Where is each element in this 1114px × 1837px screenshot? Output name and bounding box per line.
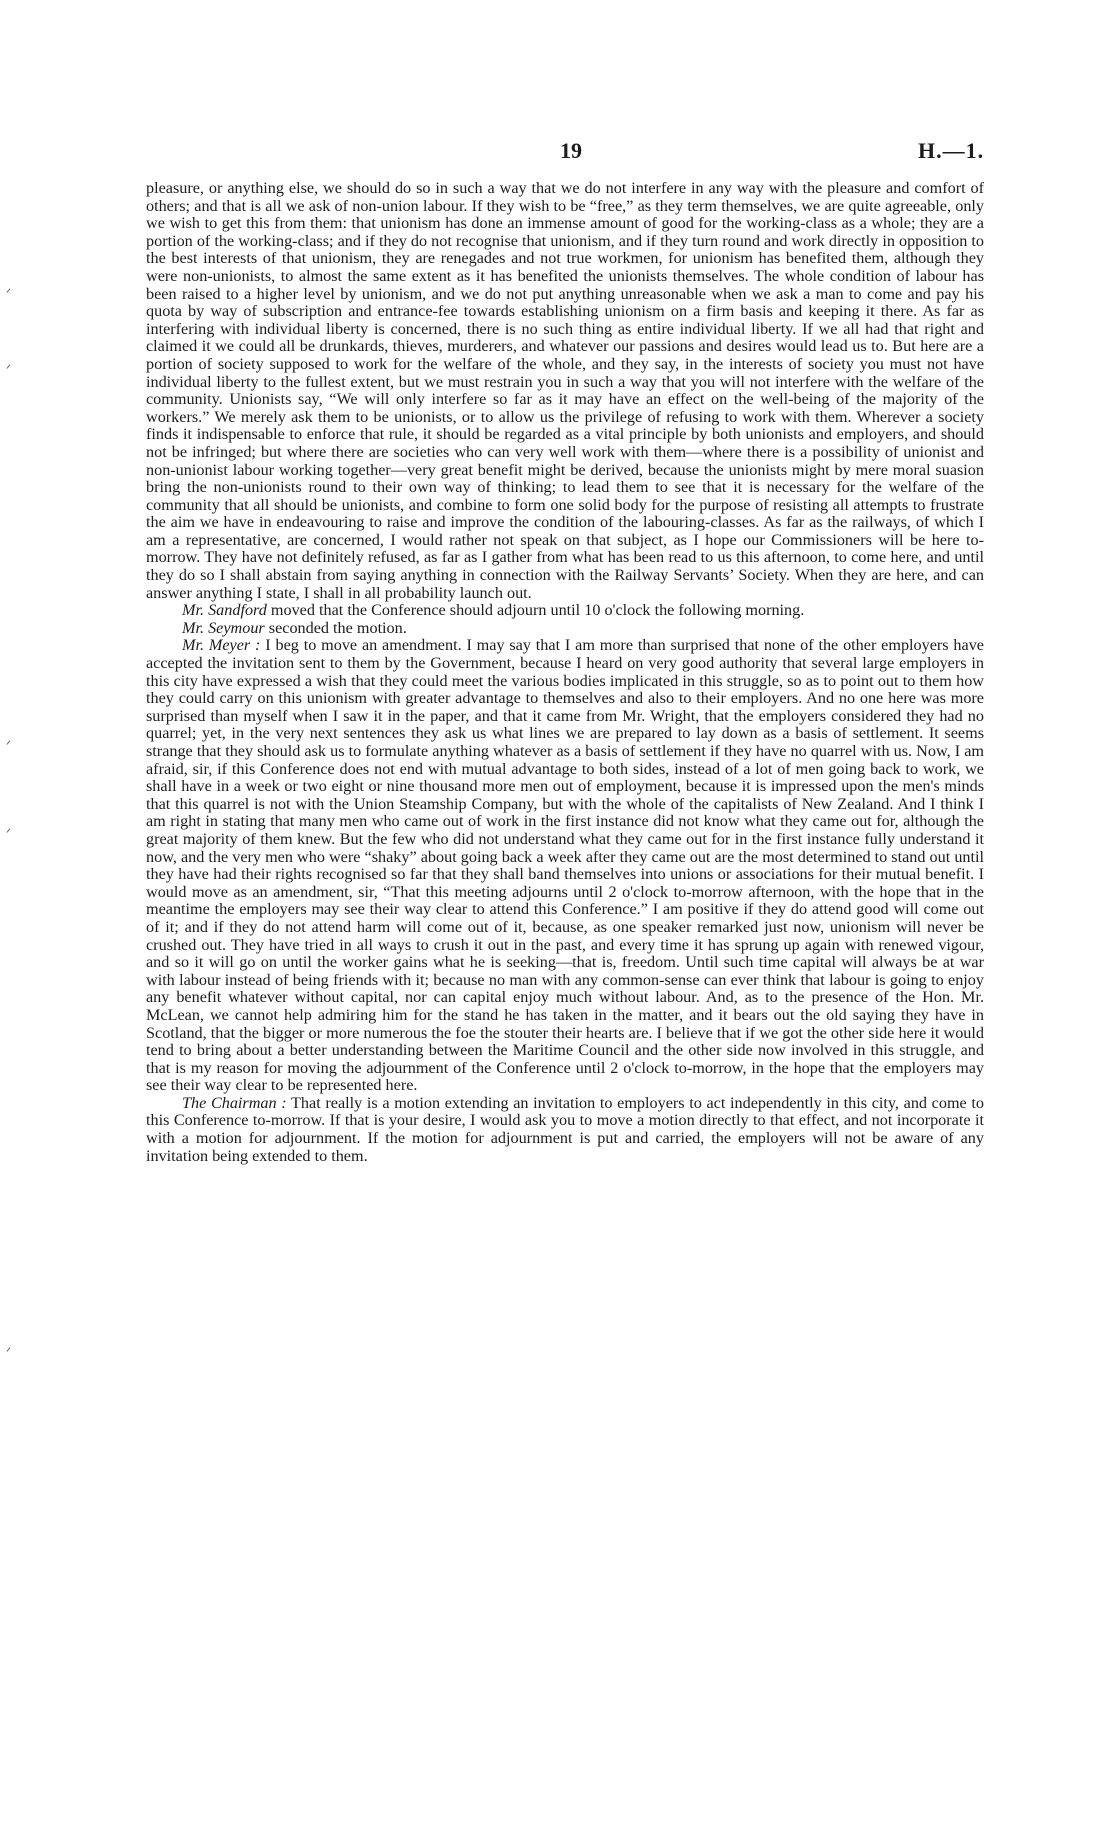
paragraph [146,620,984,638]
paragraph [146,637,984,1094]
speaker-name: The Chairman : [182,1093,287,1112]
speaker-name: Mr. Sandford [182,601,267,620]
paragraph-text: That really is a motion extending an invitation to employers to act independently in this city, and come to this Conference to-morrow. If that is your desire, I would ask you to move a motion directly to that effect, and not incorporate it with a motion for adjournment. If the motion for adjournment is put and carried, the employers will not be aware of any invitation being extended to them. [146,1093,984,1165]
margin-mark: ᐟ [6,738,12,752]
page-header [0,138,1114,168]
paragraph [146,602,984,620]
margin-mark: ᐟ [6,826,12,840]
speaker-name: Mr. Meyer : [182,636,261,655]
paragraph-text: seconded the motion. [268,618,407,637]
paragraph-text: moved that the Conference should adjourn until 10 o'clock the following morning. [270,601,805,620]
paragraph-text: I beg to move an amendment. I may say that I am more than surprised that none of the other employers have accepted the invitation sent to them by the Government, because I heard on very good authority that several large employers in this city have expressed a wish that they could meet the various bodies implicated in this struggle, so as to point out to them how they could carry on this unionism with greater advantage to themselves and also to their employers. And no one here was more surprised than myself when I saw it in the paper, and that it came from Mr. Wright, that the employers considered they had no quarrel; yet, in the very next sentences they ask us what lines we are prepared to lay down as a basis of settlement. It seems strange that they should ask us to formulate anything whatever as a basis of settlement if they have no quarrel with us. Now, I am afraid, sir, if this Conference does not end with mutual advantage to both sides, instead of a lot of men going back to work, we shall have in a week or two eight or nine thousand more men out of employment, because it is impressed upon the men's minds that this quarrel is not with the Union Steamship Company, but with the whole of the capitalists of New Zealand. And I think I am right in stating that many men who came out of work in the first instance did not know what they came out for, although the great majority of them knew. But the few who did not understand what they came out for in the first instance fully understand it now, and the very men who were “shaky” about going back a week after they came out are the most determined to stand out until they have had their rights recognised so far that they shall band themselves into unions or associations for their mutual benefit. I would move as an amendment, sir, “That this meeting adjourns until 2 o'clock to-morrow afternoon, with the hope that in the meantime the employers may see their way clear to attend this Conference.” I am positive if they do attend good will come out of it; and if they do not attend harm will come out of it, because, as one speaker remarked just now, unionism will never be crushed out. They have tried in all ways to crush it out in the past, and every time it has sprung up again with renewed vigour, and so it will go on until the worker gains what he is seeking—that is, freedom. Until such time capital will always be at war with labour instead of being friends with it; because no man with any common-sense can ever think that labour is going to enjoy any benefit whatever without capital, nor can capital enjoy much without labour. And, as to the presence of the Hon. Mr. McLean, we cannot help admiring him for the stand he has taken in the matter, and it bears out the old saying they have in Scotland, that the bigger or more numerous the foe the stouter their hearts are. I believe that if we got the other side here it would tend to bring about a better understanding between the Maritime Council and the other side now involved in this struggle, and that is my reason for moving the adjournment of the Conference until 2 o'clock to-morrow, in the hope that the employers may see their way clear to be represented here. [146,636,984,1095]
speaker-name: Mr. Seymour [182,618,265,637]
page-number: 19 [560,138,582,163]
document-body [146,180,984,1165]
margin-mark: ᐟ [6,286,12,300]
margin-mark: ᐟ [6,362,12,376]
document-reference: H.—1. [918,138,985,163]
paragraph [146,180,984,602]
margin-mark: ᐟ [6,1345,12,1359]
paragraph-text: pleasure, or anything else, we should do so in such a way that we do not interfere in any way with the pleasure and comfort of others; and that is all we ask of non-union labour. If they wish to be “free,” as they term themselves, we are quite agreeable, only we wish to get this from them: that unionism has done an immense amount of good for the working-class as a whole; they are a portion of the working-class; and if they do not recognise that unionism, and if they turn round and work directly in opposition to the best interests of that unionism, they are renegades and not true workmen, for unionism has benefited them, although they were non-unionists, to almost the same extent as it has benefited the unionists themselves. The whole condition of labour has been raised to a higher level by unionism, and we do not put anything unreasonable when we ask a man to come and pay his quota by way of subscription and entrance-fee towards establishing unionism on a firm basis and keeping it there. As far as interfering with individual liberty is concerned, there is no such thing as entire individual liberty. If we all had that right and claimed it we could all be drunkards, thieves, murderers, and whatever our passions and desires would lead us to. But here are a portion of society supposed to work for the welfare of the whole, and they say, in the interests of society you must not have individual liberty to the fullest extent, but we must restrain you in such a way that you will not interfere with the welfare of the community. Unionists say, “We will only interfere so far as it may have an effect on the well-being of the majority of the workers.” We merely ask them to be unionists, or to allow us the privilege of refusing to work with them. Wherever a society finds it indispensable to enforce that rule, it should be regarded as a vital principle by both unionists and employers, and should not be infringed; but where there are societies who can very well work with them—where there is a possibility of unionist and non-unionist labour working together—very great benefit might be derived, because the unionists might by mere moral suasion bring the non-unionists round to their own way of thinking; to lead them to see that it is necessary for the welfare of the community that all should be unionists, and combine to form one solid body for the purpose of resisting all attempts to frustrate the aim we have in endeavouring to raise and improve the condition of the labouring-classes. As far as the railways, of which I am a representative, are concerned, I would rather not speak on that subject, as I hope our Commissioners will be here to-morrow. They have not definitely refused, as far as I gather from what has been read to us this afternoon, to come here, and until they do so I shall abstain from saying anything in connection with the Railway Servants’ Society. When they are here, and can answer anything I state, I shall in all probability launch out. [146,179,984,602]
paragraph [146,1095,984,1165]
